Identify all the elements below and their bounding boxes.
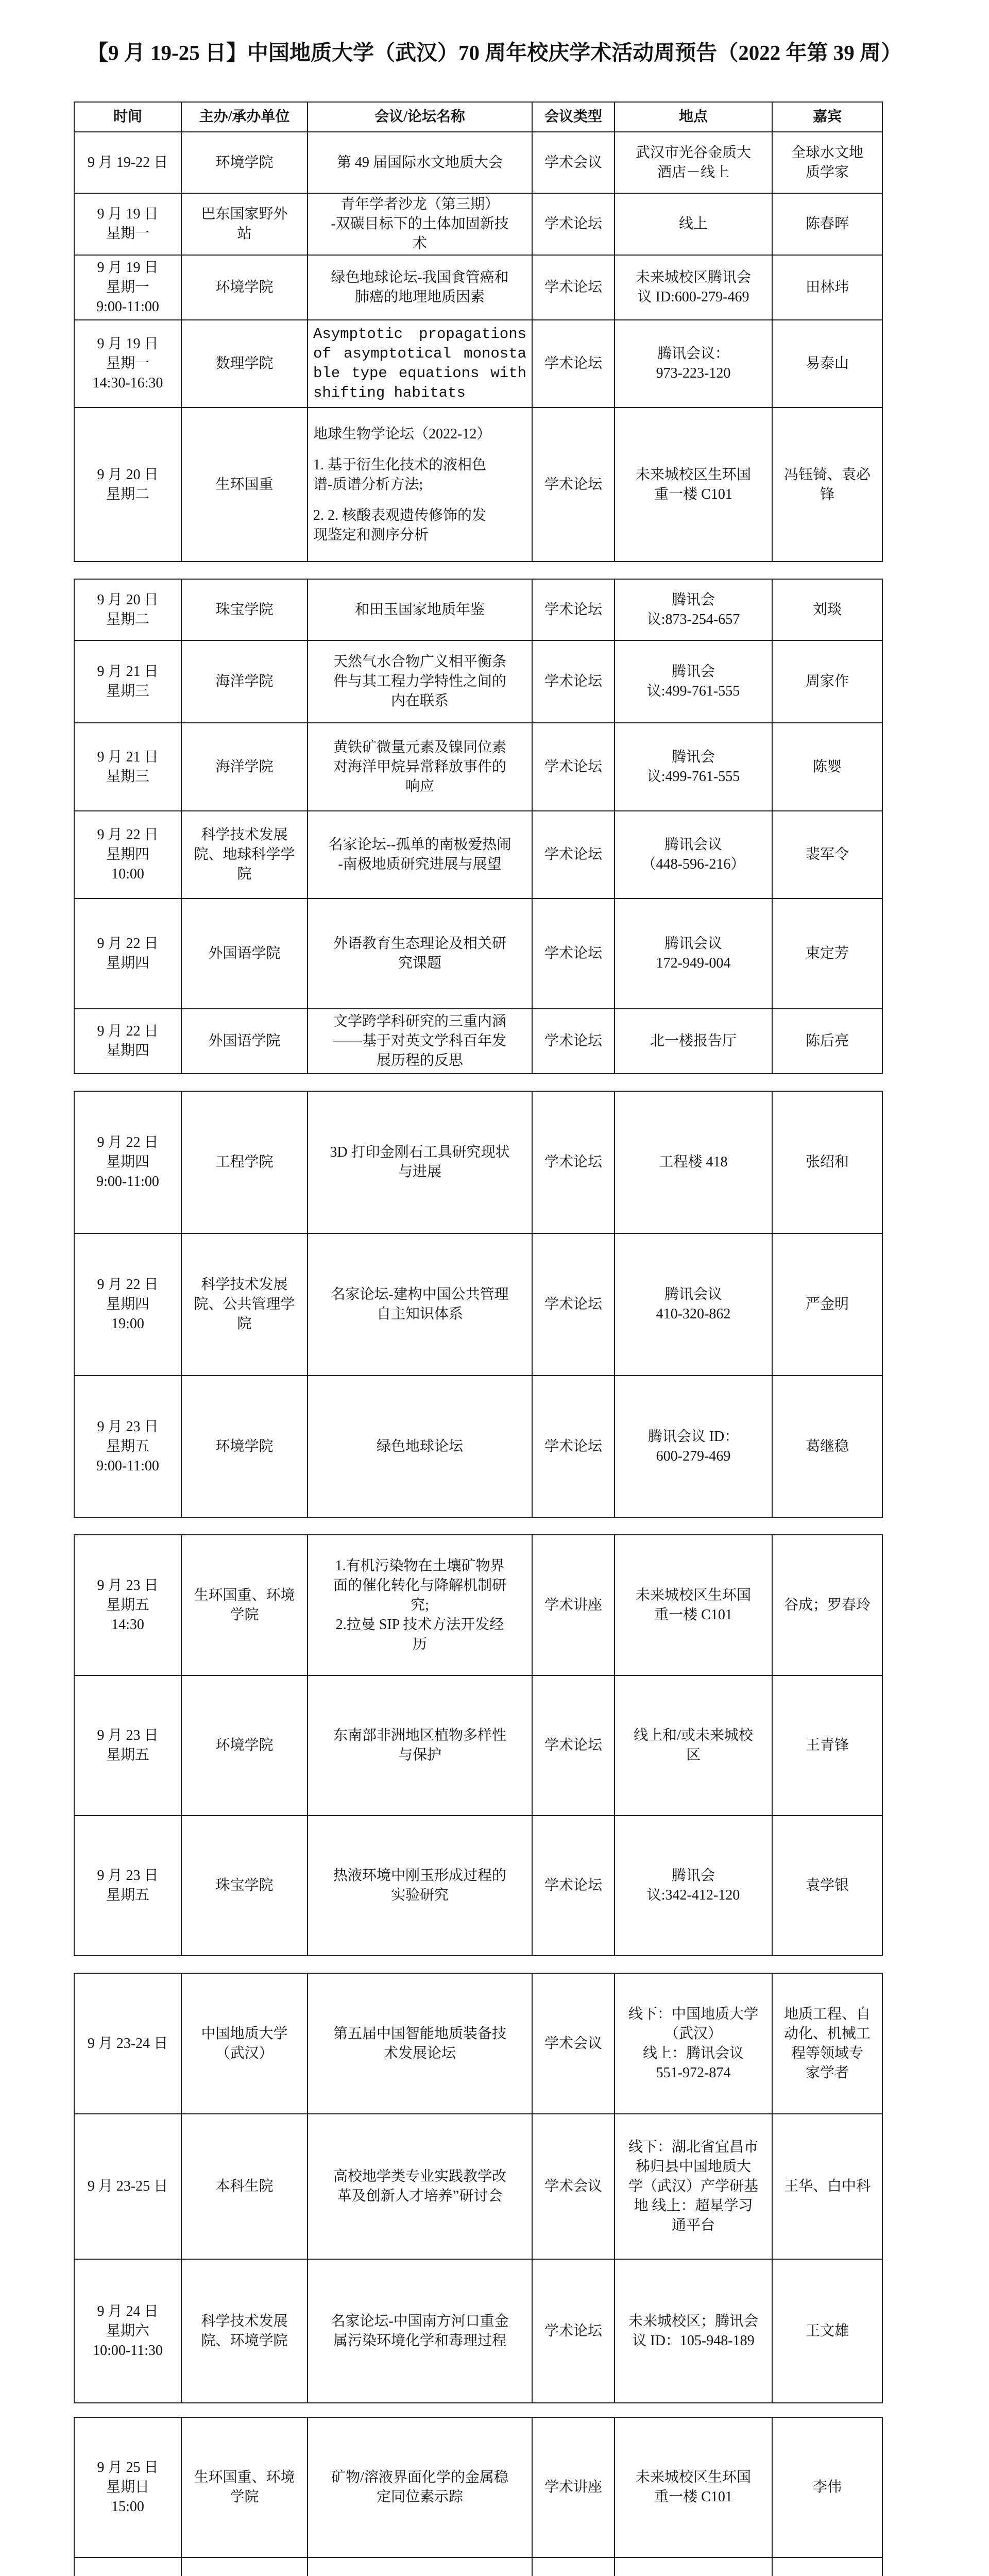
cell-title-text: 东南部非洲地区植物多样性 与保护 [333,1727,506,1763]
cell-location-text: 腾讯会 议:342-412-120 [646,1868,740,1903]
cell-guest-text: 张绍和 [805,1154,849,1170]
cell-type [532,193,615,255]
cell-guest-text: 易泰山 [805,355,849,371]
cell-location [615,2557,772,2576]
table-row [74,1675,882,1816]
cell-type-text: 学术论坛 [544,476,602,493]
cell-host-text: 环境学院 [215,279,274,295]
cell-title-text: 热液环境中刚玉形成过程的 实验研究 [333,1868,506,1903]
cell-location-text: 腾讯会 议:873-254-657 [646,591,740,628]
cell-host-text: 珠宝学院 [215,1877,274,1893]
cell-location-text: 未来城校区生环国 重一楼 C101 [635,2469,751,2505]
column-header-location: 地点 [615,102,772,132]
cell-title-text: 黄铁矿微量元素及镍同位素 对海洋甲烷异常释放事件的 响应 [333,739,506,794]
table-row [74,1376,882,1517]
cell-time [74,1009,181,1074]
cell-type-text: 学术论坛 [544,673,602,689]
cell-guest [772,1816,882,1956]
cell-location-text: 线上 [678,216,708,232]
cell-guest [772,132,882,193]
cell-type [532,640,615,723]
cell-time-text: 9 月 19 日 星期一 14:30-16:30 [92,336,163,391]
cell-guest [772,1009,882,1074]
cell-time [74,2557,181,2576]
cell-time-text: 9 月 23-24 日 [87,2035,168,2052]
cell-type-text: 学术讲座 [544,1597,602,1613]
cell-time [74,1535,181,1675]
cell-type [532,132,615,193]
cell-time [74,408,181,562]
cell-type-text: 学术会议 [544,154,602,171]
cell-time [74,2417,181,2557]
cell-type-text: 学术论坛 [544,601,602,618]
cell-location [615,2417,772,2557]
cell-host [181,132,308,193]
cell-location [615,1816,772,1956]
cell-title [308,2114,532,2259]
cell-type [532,1675,615,1816]
cell-host [181,2259,308,2403]
cell-time-text: 9 月 24 日 星期六 10:00-11:30 [93,2303,163,2359]
cell-type [532,1233,615,1376]
cell-guest [772,811,882,899]
table-row [74,2114,882,2259]
cell-host-text: 环境学院 [215,1737,274,1753]
cell-time-text: 9 月 22 日 星期四 [97,1023,159,1059]
cell-location-text: 腾讯会 议:499-761-555 [646,664,740,699]
cell-title-text: 矿物/溶液界面化学的金属稳 定同位素示踪 [331,2469,508,2505]
schedule-table [74,101,883,562]
cell-host [181,255,308,320]
cell-guest [772,193,882,255]
cell-title [308,723,532,811]
cell-type [532,2259,615,2403]
cell-location [615,640,772,723]
cell-type-text: 学术论坛 [544,1737,602,1753]
cell-host-text: 海洋学院 [215,673,274,689]
cell-host-text: 生环国重、环境 学院 [194,1587,295,1623]
cell-time-text: 9 月 19 日 星期一 9:00-11:00 [96,260,159,315]
schedule-table [74,579,883,1074]
cell-location [615,132,772,193]
cell-type-text: 学术会议 [544,2035,602,2052]
cell-type [532,723,615,811]
cell-title-text: 青年学者沙龙（第三期） -双碳目标下的土体加固新技 术 [331,196,509,251]
table-row [74,811,882,899]
cell-time [74,320,181,408]
cell-time [74,255,181,320]
cell-guest-text: 刘琰 [812,601,842,618]
cell-host [181,640,308,723]
cell-type [532,320,615,408]
cell-time-text: 9 月 23 日 星期五 [97,1868,159,1903]
cell-location-text: 未来城校区；腾讯会 议 ID：105-948-189 [628,2313,758,2349]
cell-type-text: 学术论坛 [544,216,602,232]
cell-location [615,1009,772,1074]
cell-guest [772,2417,882,2557]
cell-title-text: 外语教育生态理论及相关研 究课题 [333,936,506,971]
table-row [74,579,882,640]
cell-host-text: 环境学院 [215,154,274,171]
cell-location [615,408,772,562]
cell-title [308,1675,532,1816]
table-header-row [74,102,882,132]
column-header-host: 主办/承办单位 [181,102,308,132]
cell-host-text: 科学技术发展 院、公共管理学 院 [194,1277,295,1332]
cell-title-text: 3D 打印金刚石工具研究现状 与进展 [330,1144,510,1180]
cell-guest-text: 周家作 [805,673,849,689]
cell-location-text: 未来城校区生环国 重一楼 C101 [635,466,751,502]
table-row [74,1009,882,1074]
cell-type-text: 学术论坛 [544,945,602,961]
schedule-table [74,1534,883,1956]
cell-location [615,723,772,811]
cell-guest-text: 束定芳 [805,945,849,961]
cell-time [74,640,181,723]
cell-host [181,1675,308,1816]
table-row [74,408,882,562]
cell-title-paragraph: 地球生物学论坛（2022-12） [313,426,491,442]
cell-time [74,723,181,811]
cell-type [532,1973,615,2114]
cell-location [615,1675,772,1816]
cell-host-text: 科学技术发展 院、环境学院 [201,2313,288,2349]
cell-title-paragraph: 2. 2. 核酸表观遗传修饰的发 现鉴定和测序分析 [313,507,487,543]
cell-title [308,579,532,640]
cell-title [308,1535,532,1675]
cell-guest-text: 王文雄 [805,2323,849,2339]
cell-time-text: 9 月 22 日 星期四 [97,936,159,971]
cell-host-text: 生环国重、环境 学院 [194,2469,295,2505]
cell-time [74,811,181,899]
cell-type-text: 学术论坛 [544,355,602,371]
cell-host-text: 环境学院 [215,1438,274,1454]
table-row [74,2417,882,2557]
cell-host [181,1233,308,1376]
cell-guest [772,1675,882,1816]
cell-location-text: 工程楼 418 [659,1154,728,1170]
table-row [74,1233,882,1376]
cell-title [308,1816,532,1956]
cell-title-text: 第 49 届国际水文地质大会 [336,154,503,171]
cell-host-text: 海洋学院 [215,758,274,775]
cell-time [74,2114,181,2259]
cell-guest [772,1973,882,2114]
cell-location-text: 北一楼报告厅 [650,1033,737,1049]
cell-time-text: 9 月 23 日 星期五 14:30 [97,1577,159,1633]
cell-location-text: 武汉市光谷金质大 酒店－线上 [635,144,751,180]
cell-location-text: 未来城校区生环国 重一楼 C101 [635,1587,751,1623]
table-row [74,193,882,255]
cell-host [181,723,308,811]
cell-host [181,320,308,408]
cell-location [615,1535,772,1675]
cell-location-text: 线下：中国地质大学 （武汉） 线上：腾讯会议 551-972-874 [628,2006,758,2081]
page-title: 【9 月 19-25 日】中国地质大学（武汉）70 周年校庆学术活动周预告（2022 年第 39 周） [87,41,902,64]
cell-guest [772,2114,882,2259]
table-row [74,899,882,1009]
cell-location [615,1376,772,1517]
cell-type [532,2114,615,2259]
cell-location-text: 线上和/或未来城校 区 [634,1727,753,1763]
cell-type-text: 学术论坛 [544,758,602,775]
cell-location-text: 腾讯会议 （448-596-216） [641,837,745,872]
cell-title-text: 1.有机污染物在土壤矿物界 面的催化转化与降解机制研 究; 2.拉曼 SIP 技术方法开发经 历 [333,1557,506,1652]
cell-type-text: 学术论坛 [544,1296,602,1312]
cell-guest-text: 裴军令 [805,846,849,862]
cell-guest [772,640,882,723]
cell-host [181,1376,308,1517]
table-row [74,255,882,320]
cell-title-text: 名家论坛--孤单的南极爱热闹 -南极地质研究进展与展望 [328,837,511,872]
cell-location [615,811,772,899]
cell-title-text: 和田玉国家地质年鉴 [354,601,485,618]
cell-guest-text: 王华、白中科 [783,2178,871,2194]
cell-guest [772,1091,882,1233]
cell-title-text: 第五届中国智能地质装备技 术发展论坛 [333,2025,506,2061]
cell-title [308,2417,532,2557]
cell-guest-text: 葛继稳 [805,1438,849,1454]
cell-time-text: 9 月 25 日 星期日 15:00 [97,2460,159,2515]
cell-time [74,193,181,255]
cell-type-text: 学术论坛 [544,279,602,295]
cell-title [308,1376,532,1517]
table-row [74,320,882,408]
cell-time-text: 9 月 20 日 星期二 [97,466,159,502]
cell-type-text: 学术论坛 [544,2323,602,2339]
cell-host [181,1973,308,2114]
cell-title [308,2259,532,2403]
cell-guest [772,320,882,408]
cell-location [615,1091,772,1233]
table-row [74,132,882,193]
cell-host [181,2114,308,2259]
cell-type-text: 学术会议 [544,2178,602,2194]
cell-time [74,1675,181,1816]
cell-host [181,1091,308,1233]
cell-guest-text: 严金明 [805,1296,849,1312]
cell-host [181,1816,308,1956]
cell-time [74,1233,181,1376]
cell-type-text: 学术论坛 [544,1438,602,1454]
cell-location-text: 腾讯会议 ID： 600-279-469 [647,1428,739,1464]
cell-location-text: 未来城校区腾讯会 议 ID:600-279-469 [635,269,751,305]
cell-host-text: 科学技术发展 院、地球科学学 院 [194,827,295,882]
cell-host-text: 本科生院 [215,2178,274,2194]
schedule-table [74,1091,883,1518]
cell-title [308,1233,532,1376]
cell-location-text: 腾讯会议： 973-223-120 [656,346,731,381]
cell-time-text: 9 月 22 日 星期四 10:00 [97,827,159,882]
cell-type [532,2557,615,2576]
cell-title [308,1091,532,1233]
cell-host-text: 外国语学院 [208,1033,281,1049]
cell-guest-text: 全球水文地 质学家 [791,144,863,180]
cell-title-text: Asymptotic propagations of asymptotical monostable type equations with shifting habitats [313,326,526,401]
cell-time-text: 9 月 19 日 星期一 [97,206,159,242]
cell-type-text: 学术论坛 [544,1033,602,1049]
cell-title [308,408,532,562]
table-row [74,2557,882,2576]
cell-type-text: 学术论坛 [544,1877,602,1893]
cell-time [74,579,181,640]
cell-guest-text: 王青锋 [805,1737,849,1753]
cell-time-text: 9 月 22 日 星期四 19:00 [97,1277,159,1332]
cell-title [308,193,532,255]
cell-location-text: 线下：湖北省宜昌市 秭归县中国地质大 学（武汉）产学研基 地 线上：超星学习 通平台 [628,2139,758,2233]
cell-title-paragraph: 1. 基于衍生化技术的液相色 谱-质谱分析方法; [313,456,487,493]
cell-type [532,1009,615,1074]
cell-guest-text: 陈婴 [812,758,842,775]
table-row [74,1535,882,1675]
cell-host-text: 中国地质大学 （武汉） [201,2025,288,2061]
cell-type-text: 学术论坛 [544,846,602,862]
cell-location [615,579,772,640]
cell-guest [772,1376,882,1517]
cell-time-text: 9 月 23-25 日 [87,2178,168,2194]
cell-location [615,2114,772,2259]
cell-title [308,811,532,899]
cell-title [308,1973,532,2114]
cell-host-text: 生环国重 [215,476,274,493]
cell-guest [772,408,882,562]
cell-title [308,640,532,723]
cell-guest [772,1535,882,1675]
cell-time [74,1973,181,2114]
cell-guest [772,2557,882,2576]
cell-time [74,899,181,1009]
cell-title-text: 文学跨学科研究的三重内涵 ——基于对英文学科百年发 展历程的反思 [333,1013,506,1069]
cell-title [308,1009,532,1074]
cell-location [615,899,772,1009]
cell-time [74,2259,181,2403]
cell-guest-text: 袁学银 [805,1877,849,1893]
cell-title-text: 高校地学类专业实践教学改 革及创新人才培养”研讨会 [333,2168,506,2204]
cell-location-text: 腾讯会 议:499-761-555 [646,749,740,785]
cell-time [74,1376,181,1517]
cell-host [181,193,308,255]
cell-guest [772,899,882,1009]
cell-guest-text: 田林玮 [805,279,849,295]
cell-location [615,255,772,320]
cell-title [308,320,532,408]
cell-type [532,1091,615,1233]
cell-time-text: 9 月 21 日 星期三 [97,664,159,699]
cell-location [615,193,772,255]
cell-host [181,1009,308,1074]
cell-type [532,1535,615,1675]
cell-type [532,255,615,320]
cell-time-text: 9 月 21 日 星期三 [97,749,159,785]
cell-host-text: 外国语学院 [208,945,281,961]
cell-type [532,899,615,1009]
cell-guest [772,1233,882,1376]
cell-guest [772,2259,882,2403]
cell-location [615,2259,772,2403]
table-row [74,1973,882,2114]
table-row [74,723,882,811]
cell-guest-text: 冯钰锜、袁必 锋 [783,466,871,502]
cell-time [74,1091,181,1233]
cell-guest [772,255,882,320]
cell-time [74,1816,181,1956]
cell-guest-text: 谷成；罗春玲 [783,1597,871,1613]
cell-host-text: 珠宝学院 [215,601,274,618]
cell-guest [772,579,882,640]
cell-host [181,2417,308,2557]
cell-time-text: 9 月 23 日 星期五 9:00-11:00 [96,1418,159,1474]
cell-type [532,1816,615,1956]
cell-guest-text: 陈后亮 [805,1033,849,1049]
cell-type [532,1376,615,1517]
cell-time-text: 9 月 20 日 星期二 [97,591,159,628]
schedule-table [74,1973,883,2403]
cell-host-text: 数理学院 [215,355,274,371]
cell-type-text: 学术讲座 [544,2479,602,2495]
cell-title-text: 名家论坛-中国南方河口重金 属污染环境化学和毒理过程 [331,2313,509,2349]
cell-host-text: 工程学院 [215,1154,274,1170]
column-header-time: 时间 [74,102,181,132]
table-row [74,640,882,723]
cell-title-text: 绿色地球论坛 [376,1438,463,1454]
cell-title [308,132,532,193]
column-header-guest: 嘉宾 [772,102,882,132]
table-row [74,2259,882,2403]
cell-time [74,132,181,193]
cell-host [181,811,308,899]
cell-title [308,255,532,320]
cell-time-text: 9 月 23 日 星期五 [97,1727,159,1763]
cell-host-text: 巴东国家野外 站 [201,206,288,242]
cell-host [181,1535,308,1675]
column-header-title: 会议/论坛名称 [308,102,532,132]
cell-location-text: 腾讯会议 172-949-004 [656,936,731,971]
cell-title-text: 绿色地球论坛-我国食管癌和 肺癌的地理地质因素 [331,269,509,305]
cell-title-text: 天然气水合物广义相平衡条 件与其工程力学特性之间的 内在联系 [333,654,506,709]
cell-type [532,2417,615,2557]
cell-location [615,1233,772,1376]
cell-location-text: 腾讯会议 410-320-862 [656,1286,731,1322]
cell-location [615,320,772,408]
table-row [74,1091,882,1233]
cell-guest [772,723,882,811]
column-header-type: 会议类型 [532,102,615,132]
table-row [74,1816,882,1956]
cell-title [308,2557,532,2576]
cell-title [308,899,532,1009]
cell-type [532,811,615,899]
cell-host [181,579,308,640]
cell-guest-text: 陈春晖 [805,216,849,232]
cell-type [532,408,615,562]
cell-guest-text: 地质工程、自 动化、机械工 程等领域专 家学者 [783,2006,871,2081]
cell-title-text: 名家论坛-建构中国公共管理 自主知识体系 [331,1286,509,1322]
cell-time-text: 9 月 19-22 日 [87,154,168,171]
cell-type-text: 学术论坛 [544,1154,602,1170]
cell-time-text: 9 月 22 日 星期四 9:00-11:00 [96,1134,159,1190]
cell-location [615,1973,772,2114]
cell-type [532,579,615,640]
cell-guest-text: 李伟 [812,2479,842,2495]
cell-host [181,2557,308,2576]
cell-host [181,899,308,1009]
cell-host [181,408,308,562]
schedule-table [74,2417,883,2576]
